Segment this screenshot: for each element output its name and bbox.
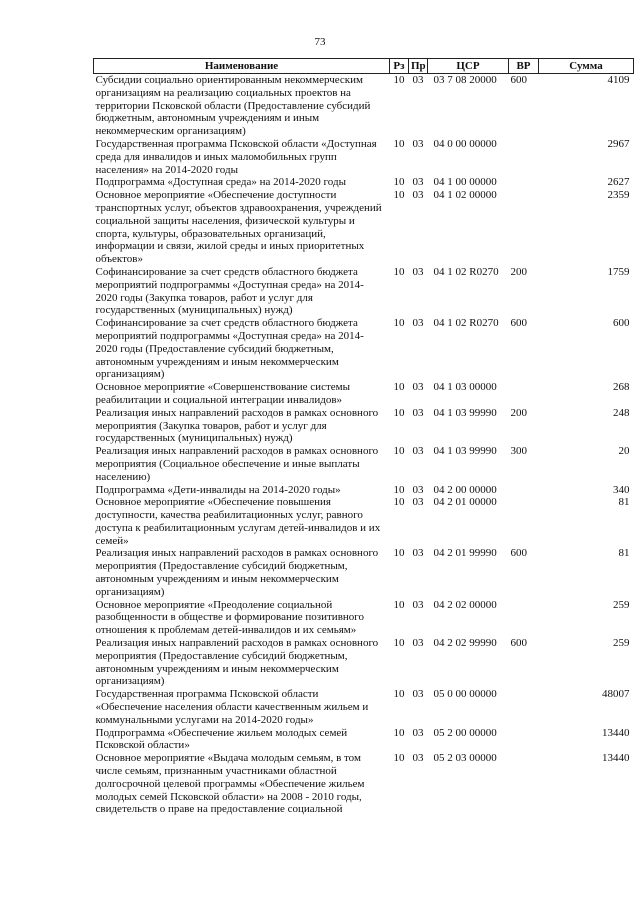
table-header-row (94, 59, 634, 74)
cell-pr: 03 (412, 189, 424, 202)
cell-csr: 05 2 00 00000 (433, 726, 497, 739)
cell-sum: 340 (613, 483, 630, 496)
cell-sum: 1759 (607, 265, 630, 278)
table-row (94, 138, 634, 176)
cell-sum: 81 (618, 496, 630, 509)
cell-pr: 03 (412, 637, 424, 650)
cell-pr: 03 (412, 598, 424, 611)
cell-csr: 04 1 02 R0270 (433, 265, 499, 278)
cell-name: Основное мероприятие «Обеспечение повышения доступности, качества реабилитационных услуг, равного доступа к реабилитационным услугам детей-инвалидов и их семей» (95, 496, 381, 547)
cell-vr (509, 381, 539, 407)
cell-rz: 10 (393, 445, 405, 458)
cell-rz: 10 (393, 317, 405, 330)
table-row (94, 266, 634, 317)
cell-name: Реализация иных направлений расходов в рамках основного мероприятия (Предоставление субсидий бюджетным, автономным учреждениям и иным некоммерческим организациям) (95, 547, 379, 598)
cell-vr (509, 138, 539, 176)
cell-sum: 48007 (602, 688, 630, 701)
cell-rz: 10 (393, 598, 405, 611)
cell-vr: 200 (510, 265, 527, 278)
cell-pr: 03 (412, 496, 424, 509)
cell-sum: 13440 (602, 752, 630, 765)
table-row (94, 445, 634, 483)
cell-rz: 10 (393, 752, 405, 765)
cell-pr: 03 (412, 176, 424, 189)
cell-vr: 600 (510, 317, 527, 330)
cell-csr: 04 2 02 00000 (433, 598, 497, 611)
cell-pr: 03 (412, 752, 424, 765)
page-number: 73 (314, 36, 326, 48)
header-pr: Пр (409, 59, 428, 74)
cell-vr (509, 727, 539, 753)
cell-rz: 10 (393, 176, 405, 189)
cell-vr (509, 496, 539, 547)
cell-vr: 600 (510, 74, 527, 86)
cell-pr: 03 (412, 265, 424, 278)
cell-rz: 10 (393, 726, 405, 739)
cell-rz: 10 (393, 137, 405, 150)
table-row (94, 317, 634, 381)
cell-name: Софинансирование за счет средств областного бюджета мероприятий подпрограммы «Доступная среда» на 2014-2020 годы (Закупка товаров, работ и услуг для государственных (муниципальных) нужд) (95, 265, 364, 317)
cell-rz: 10 (393, 381, 405, 394)
cell-sum: 13440 (602, 726, 630, 739)
cell-csr: 04 1 03 00000 (433, 381, 497, 394)
table-row (94, 407, 634, 445)
cell-sum: 248 (613, 406, 630, 419)
cell-sum: 259 (613, 637, 630, 650)
cell-sum: 268 (613, 381, 630, 394)
cell-vr: 200 (510, 406, 527, 419)
cell-sum: 259 (613, 598, 630, 611)
cell-vr (509, 484, 539, 497)
cell-name: Реализация иных направлений расходов в рамках основного мероприятия (Социальное обеспечение и иные выплаты населению) (95, 445, 379, 483)
table-row (94, 547, 634, 598)
cell-sum: 600 (613, 317, 630, 330)
cell-vr (509, 176, 539, 189)
cell-sum: 2967 (607, 137, 630, 150)
header-name: Наименование (94, 59, 390, 74)
cell-rz: 10 (393, 406, 405, 419)
cell-name: Основное мероприятие «Обеспечение доступности транспортных услуг, объектов здравоохранения, учреждений социальной защиты населения, физической культуры и спорта, культуры, образовательных организаций, информации и связи, жилой среды и иных приоритетных объектов» (95, 189, 382, 266)
cell-vr: 600 (510, 637, 527, 650)
cell-pr: 03 (412, 74, 424, 86)
cell-sum: 81 (618, 547, 630, 560)
cell-csr: 04 2 01 00000 (433, 496, 497, 509)
cell-csr: 04 2 01 99990 (433, 547, 497, 560)
cell-pr: 03 (412, 445, 424, 458)
cell-name: Государственная программа Псковской области «Доступная среда для инвалидов и иных маломобильных групп населения» на 2014-2020 годы (95, 137, 377, 176)
cell-csr: 04 1 03 99990 (433, 445, 497, 458)
header-rz: Рз (390, 59, 409, 74)
cell-csr: 04 2 00 00000 (433, 483, 497, 496)
cell-vr (509, 599, 539, 637)
cell-name: Субсидии социально ориентированным некоммерческим организациям на реализацию социальных проектов на территории Псковской области (Предоставление субсидий бюджетным, автономным учреждениям и иным некоммерческим организациям) (95, 74, 371, 138)
cell-rz: 10 (393, 74, 405, 86)
cell-vr: 300 (510, 445, 527, 458)
cell-name: Основное мероприятие «Преодоление социальной разобщенности в обществе и формирование позитивного отношения к проблемам детей-инвалидов и их семьям» (95, 598, 365, 637)
table-row (94, 484, 634, 497)
cell-vr: 600 (510, 547, 527, 560)
table-row (94, 637, 634, 688)
cell-csr: 04 0 00 00000 (433, 137, 497, 150)
table-row (94, 189, 634, 266)
cell-csr: 04 1 00 00000 (433, 176, 497, 189)
cell-csr: 04 1 03 99990 (433, 406, 497, 419)
header-csr: ЦСР (428, 59, 509, 74)
budget-table-container (93, 58, 633, 816)
cell-csr: 04 1 02 R0270 (433, 317, 499, 330)
table-row (94, 381, 634, 407)
cell-pr: 03 (412, 137, 424, 150)
cell-pr: 03 (412, 406, 424, 419)
cell-pr: 03 (412, 317, 424, 330)
cell-csr: 04 2 02 99990 (433, 637, 497, 650)
cell-csr: 05 0 00 00000 (433, 688, 497, 701)
cell-sum: 2627 (607, 176, 630, 189)
table-row (94, 496, 634, 547)
cell-pr: 03 (412, 726, 424, 739)
cell-pr: 03 (412, 688, 424, 701)
cell-name: Реализация иных направлений расходов в рамках основного мероприятия (Закупка товаров, работ и услуг для государственных (муниципальных) нужд) (95, 406, 379, 445)
cell-name: Софинансирование за счет средств областного бюджета мероприятий подпрограммы «Доступная среда» на 2014-2020 годы (Предоставление субсидий бюджетным, автономным учреждениям и иным некоммерческим организациям) (95, 317, 364, 381)
cell-name: Основное мероприятие «Выдача молодым семьям, в том числе семьям, признанным участниками областной долгосрочной целевой программы «Обеспечение жильем молодых семей Псковской области» на 2008 - 2010 годы, свидетельств о праве на предоставление социальной (95, 752, 365, 816)
cell-pr: 03 (412, 547, 424, 560)
cell-vr (509, 688, 539, 726)
cell-csr: 05 2 03 00000 (433, 752, 497, 765)
cell-rz: 10 (393, 483, 405, 496)
cell-csr: 04 1 02 00000 (433, 189, 497, 202)
cell-rz: 10 (393, 688, 405, 701)
cell-name: Государственная программа Псковской области «Обеспечение населения области качественным жильем и коммунальными услугами на 2014-2020 годы» (95, 688, 369, 726)
cell-rz: 10 (393, 496, 405, 509)
header-sum: Сумма (539, 59, 634, 74)
cell-name: Подпрограмма «Обеспечение жильем молодых семей Псковской области» (95, 726, 348, 752)
cell-rz: 10 (393, 547, 405, 560)
table-row (94, 74, 634, 138)
header-vr: ВР (509, 59, 539, 74)
cell-vr (509, 752, 539, 816)
cell-rz: 10 (393, 637, 405, 650)
cell-sum: 20 (618, 445, 630, 458)
table-row (94, 752, 634, 816)
cell-name: Основное мероприятие «Совершенствование системы реабилитации и социальной интеграции инвалидов» (95, 381, 350, 406)
cell-name: Реализация иных направлений расходов в рамках основного мероприятия (Предоставление субсидий бюджетным, автономным учреждениям и иным некоммерческим организациям) (95, 637, 379, 688)
cell-pr: 03 (412, 483, 424, 496)
table-row (94, 176, 634, 189)
table-row (94, 599, 634, 637)
cell-sum: 4109 (607, 74, 630, 86)
cell-rz: 10 (393, 265, 405, 278)
budget-table (93, 58, 634, 816)
cell-name: Подпрограмма «Дети-инвалиды на 2014-2020 годы» (95, 483, 341, 496)
cell-rz: 10 (393, 189, 405, 202)
cell-name: Подпрограмма «Доступная среда» на 2014-2020 годы (95, 176, 346, 189)
table-row (94, 727, 634, 753)
cell-pr: 03 (412, 381, 424, 394)
cell-vr (509, 189, 539, 266)
cell-sum: 2359 (607, 189, 630, 202)
table-row (94, 688, 634, 726)
cell-csr: 03 7 08 20000 (433, 74, 497, 86)
